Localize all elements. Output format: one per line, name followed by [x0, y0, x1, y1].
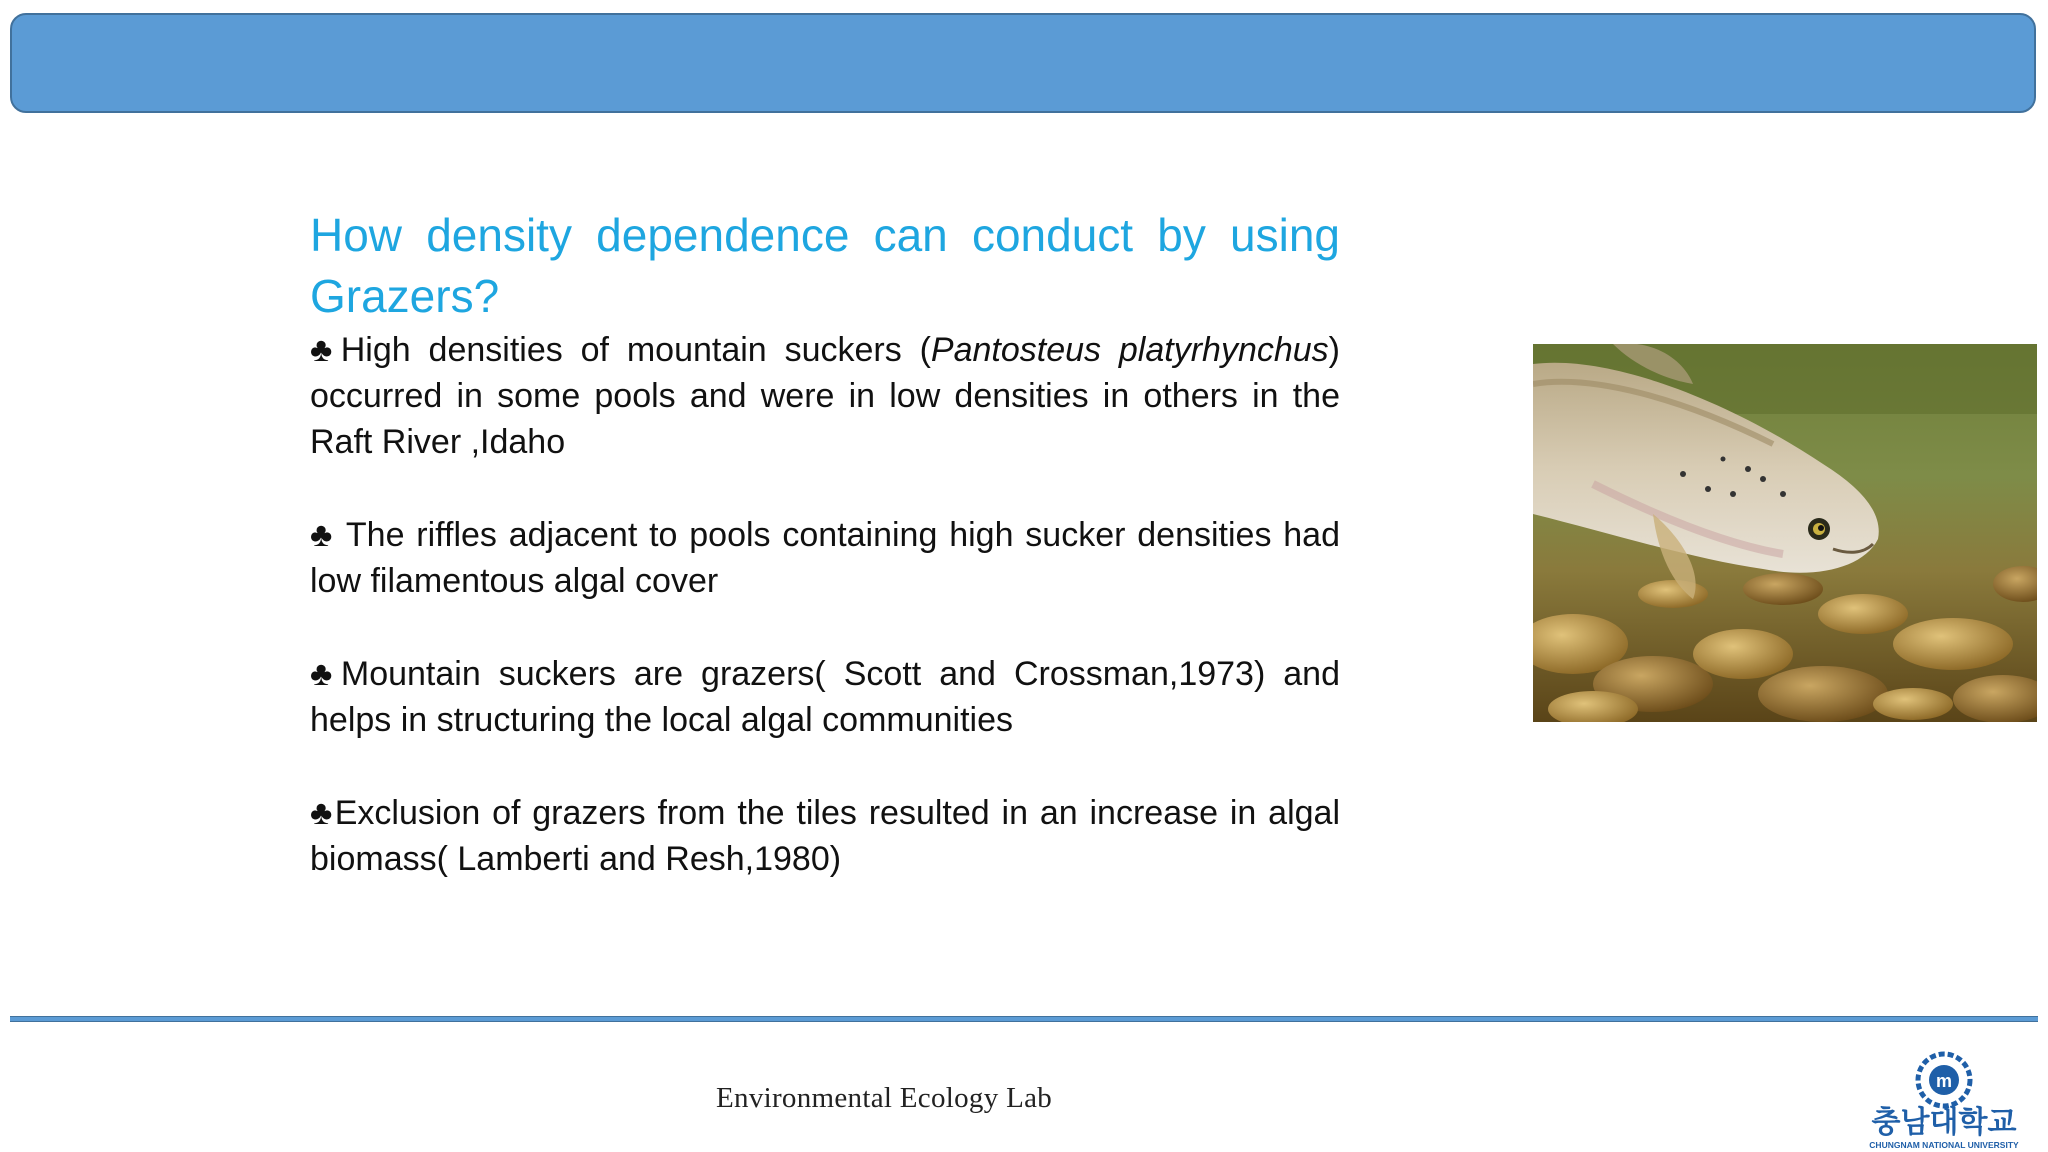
slide-title: How density dependence can conduct by using Grazers?	[310, 209, 1340, 322]
university-logo	[1846, 1044, 2042, 1152]
species-name: Pantosteus platyrhynchus	[930, 331, 1329, 369]
bullet-text: Mountain suckers are grazers( Scott and Crossman,1973) and helps in structuring the local algal communities	[310, 655, 1341, 739]
slide-content	[310, 205, 1340, 882]
club-bullet-icon: ♣	[310, 516, 335, 554]
bullet-text: The riffles adjacent to pools containing high sucker densities had low filamentous algal cover	[310, 516, 1340, 600]
logo-english-name: CHUNGNAM NATIONAL UNIVERSITY	[1869, 1140, 2019, 1150]
logo-korean-name: 충남대학교	[1871, 1105, 2017, 1140]
bullet-item	[310, 327, 1340, 465]
lab-name: Environmental Ecology Lab	[716, 1082, 1053, 1114]
bullet-item	[310, 790, 1340, 882]
club-bullet-icon: ♣	[310, 655, 341, 693]
bullet-text: Exclusion of grazers from the tiles resulted in an increase in algal biomass( Lamberti and Resh,1980)	[310, 794, 1341, 878]
header-banner	[10, 13, 2036, 113]
fish-photo	[1533, 344, 2037, 722]
bullet-text: High densities of mountain suckers (	[340, 331, 931, 369]
bullet-item	[310, 512, 1340, 604]
university-emblem-icon	[1918, 1054, 1970, 1106]
footer-divider	[10, 1016, 2038, 1022]
club-bullet-icon: ♣	[310, 794, 335, 832]
bullet-item	[310, 651, 1340, 743]
bullet-text: ) occurred in some pools and were in low densities in others in the Raft River ,Idaho	[310, 331, 1340, 461]
club-bullet-icon: ♣	[310, 331, 341, 369]
svg-text:m: m	[1935, 1071, 1953, 1091]
